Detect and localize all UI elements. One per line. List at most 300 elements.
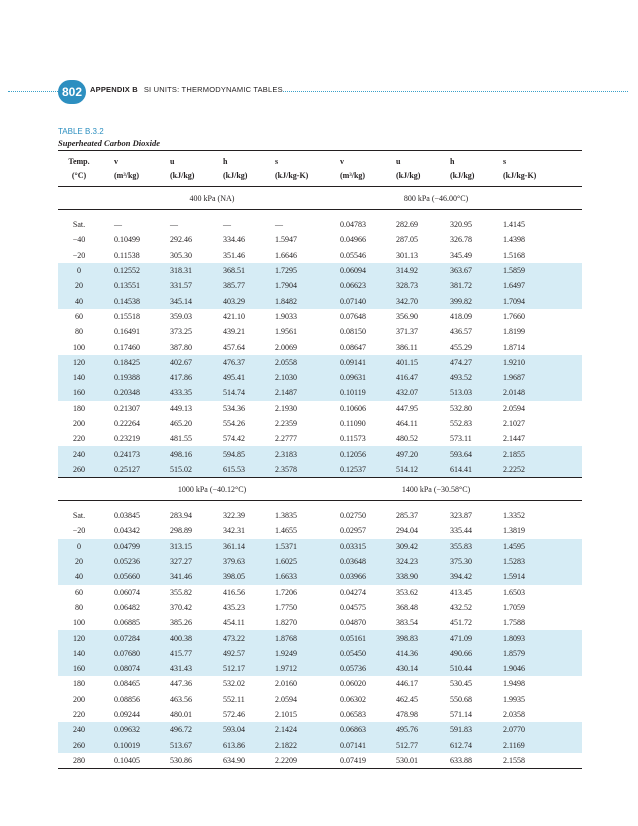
- table-row: [58, 615, 582, 630]
- value-cell: 345.49: [450, 250, 472, 260]
- value-cell: 481.55: [170, 434, 192, 444]
- column-header: (kJ/kg-K): [275, 168, 340, 187]
- table-row: [58, 293, 582, 308]
- temperature-cell: 260: [58, 738, 114, 753]
- value-cell: 474.27: [450, 355, 503, 370]
- value-cell: 0.08074: [114, 661, 170, 676]
- value-cell: 0.03845: [114, 511, 140, 521]
- value-cell: 2.1487: [275, 385, 340, 400]
- value-cell: 447.36: [170, 679, 192, 689]
- value-cell: 1.7904: [275, 278, 340, 293]
- value-cell: 2.1424: [275, 722, 340, 737]
- value-cell: 572.46: [223, 710, 245, 720]
- temperature-cell: 160: [58, 661, 114, 676]
- column-header: h: [223, 156, 228, 166]
- table-row: [58, 263, 582, 278]
- column-header: (kJ/kg): [396, 168, 450, 187]
- value-cell: 1.9033: [275, 311, 297, 321]
- value-cell: 318.31: [170, 263, 223, 278]
- temperature-cell: 0: [58, 539, 114, 554]
- value-cell: 0.08856: [114, 694, 140, 704]
- value-cell: 1.9687: [503, 370, 582, 385]
- pressure-spacer: [58, 187, 114, 210]
- value-cell: 0.10606: [340, 403, 366, 413]
- value-cell: 285.37: [396, 511, 418, 521]
- value-cell: 0.06583: [340, 710, 366, 720]
- table-row: [58, 554, 582, 569]
- value-cell: 379.63: [223, 554, 275, 569]
- header-rule-right: [283, 91, 628, 92]
- value-cell: 1.5168: [503, 250, 525, 260]
- column-header: s: [503, 156, 507, 166]
- value-cell: 633.88: [450, 753, 503, 769]
- value-cell: 0.03315: [340, 539, 396, 554]
- value-cell: 386.11: [396, 342, 418, 352]
- pressure-label-left: 400 kPa (NA): [114, 187, 340, 210]
- value-cell: 2.2252: [503, 462, 582, 478]
- value-cell: 0.18425: [114, 355, 170, 370]
- value-cell: 0.04342: [114, 526, 140, 536]
- value-cell: 331.57: [170, 278, 223, 293]
- value-cell: 2.1855: [503, 446, 582, 461]
- value-cell: 0.08465: [114, 679, 140, 689]
- value-cell: 342.31: [223, 526, 245, 536]
- value-cell: 314.92: [396, 263, 450, 278]
- table-row: [58, 431, 582, 446]
- value-cell: 1.3835: [275, 511, 297, 521]
- value-cell: 2.1822: [275, 738, 340, 753]
- temperature-cell: 220: [73, 434, 85, 444]
- value-cell: 1.8093: [503, 630, 582, 645]
- value-cell: 283.94: [170, 511, 192, 521]
- value-cell: 0.04966: [340, 235, 366, 245]
- temperature-cell: 120: [58, 630, 114, 645]
- value-cell: 513.03: [450, 385, 503, 400]
- value-cell: 1.8482: [275, 293, 340, 308]
- value-cell: 0.09631: [340, 370, 396, 385]
- value-cell: 402.67: [170, 355, 223, 370]
- value-cell: 373.25: [170, 327, 192, 337]
- value-cell: 0.10019: [114, 738, 170, 753]
- value-cell: 552.83: [450, 419, 472, 428]
- value-cell: 2.3578: [275, 462, 340, 478]
- value-cell: 399.82: [450, 293, 503, 308]
- value-cell: 510.44: [450, 661, 503, 676]
- value-cell: 334.46: [223, 235, 245, 245]
- value-cell: 462.45: [396, 694, 418, 704]
- column-header: (kJ/kg): [223, 168, 275, 187]
- value-cell: 497.20: [396, 446, 450, 461]
- value-cell: 0.04799: [114, 539, 170, 554]
- temperature-cell: 200: [73, 419, 85, 428]
- value-cell: 1.9498: [503, 679, 525, 689]
- value-cell: 573.11: [450, 434, 472, 444]
- value-cell: 0.16491: [114, 327, 140, 337]
- pressure-header-row: [58, 187, 582, 210]
- value-cell: 1.8579: [503, 646, 582, 661]
- value-cell: 417.86: [170, 370, 223, 385]
- value-cell: 534.36: [223, 403, 245, 413]
- value-cell: 2.2359: [275, 419, 297, 428]
- value-cell: 413.45: [450, 587, 472, 597]
- value-cell: 447.95: [396, 403, 418, 413]
- value-cell: 1.7094: [503, 293, 582, 308]
- value-cell: 0.05736: [340, 661, 396, 676]
- value-cell: 0.23219: [114, 434, 140, 444]
- table-row: [58, 676, 582, 691]
- temperature-cell: 60: [75, 587, 83, 597]
- value-cell: 383.54: [396, 618, 418, 628]
- temperature-cell: 280: [58, 753, 114, 769]
- table-title: Superheated Carbon Dioxide: [58, 138, 161, 148]
- value-cell: 432.52: [450, 602, 472, 612]
- table-row: [58, 370, 582, 385]
- table-row: [58, 232, 582, 247]
- pressure-label-right: 800 kPa (−46.00°C): [340, 187, 582, 210]
- table-row: [58, 585, 582, 600]
- value-cell: 0.03648: [340, 554, 396, 569]
- value-cell: 0.04274: [340, 587, 366, 597]
- spacer-row: [58, 210, 582, 218]
- value-cell: —: [223, 220, 231, 230]
- value-cell: 313.15: [170, 539, 223, 554]
- value-cell: 1.6633: [275, 569, 340, 584]
- column-header: (m³/kg): [114, 168, 170, 187]
- column-header: s: [275, 156, 279, 166]
- value-cell: 0.04575: [340, 602, 366, 612]
- column-header: u: [396, 156, 401, 166]
- table-row: [58, 401, 582, 416]
- value-cell: 2.0148: [503, 385, 582, 400]
- value-cell: 634.90: [223, 753, 275, 769]
- value-cell: 615.53: [223, 462, 275, 478]
- value-cell: 530.45: [450, 679, 472, 689]
- value-cell: 415.77: [170, 646, 223, 661]
- value-cell: 326.78: [450, 235, 472, 245]
- temperature-cell: −40: [72, 235, 86, 245]
- value-cell: 0.07141: [340, 738, 396, 753]
- value-cell: 0.10499: [114, 235, 140, 245]
- value-cell: 1.4145: [503, 220, 525, 230]
- value-cell: 465.20: [170, 419, 192, 428]
- value-cell: 1.9712: [275, 661, 340, 676]
- value-cell: 375.30: [450, 554, 503, 569]
- value-cell: 0.19388: [114, 370, 170, 385]
- value-cell: 0.04783: [340, 220, 366, 230]
- column-header-row: [58, 168, 582, 187]
- value-cell: 495.41: [223, 370, 275, 385]
- value-cell: 368.48: [396, 602, 418, 612]
- temperature-cell: 220: [73, 710, 85, 720]
- table-row: [58, 738, 582, 753]
- value-cell: 431.43: [170, 661, 223, 676]
- value-cell: 0.21307: [114, 403, 140, 413]
- value-cell: 363.67: [450, 263, 503, 278]
- value-cell: 614.41: [450, 462, 503, 478]
- value-cell: 495.76: [396, 722, 450, 737]
- value-cell: 1.5914: [503, 569, 582, 584]
- value-cell: 338.90: [396, 569, 450, 584]
- value-cell: 2.1930: [275, 403, 297, 413]
- value-cell: 512.77: [396, 738, 450, 753]
- column-header: (kJ/kg): [450, 168, 503, 187]
- section-label: SI UNITS: THERMODYNAMIC TABLES: [143, 85, 283, 94]
- value-cell: 455.29: [450, 342, 472, 352]
- value-cell: 292.46: [170, 235, 192, 245]
- value-cell: 463.56: [170, 694, 192, 704]
- value-cell: 593.04: [223, 722, 275, 737]
- table-row: [58, 630, 582, 645]
- temperature-cell: 180: [73, 403, 85, 413]
- value-cell: —: [114, 220, 122, 230]
- temperature-cell: 240: [58, 722, 114, 737]
- table-row: [58, 600, 582, 615]
- value-cell: 1.9249: [275, 646, 340, 661]
- value-cell: 416.56: [223, 587, 245, 597]
- value-cell: 418.09: [450, 311, 472, 321]
- value-cell: 356.90: [396, 311, 418, 321]
- value-cell: 1.7660: [503, 311, 525, 321]
- value-cell: 0.05161: [340, 630, 396, 645]
- value-cell: 323.87: [450, 511, 472, 521]
- value-cell: 0.06482: [114, 602, 140, 612]
- column-header: u: [170, 156, 175, 166]
- value-cell: 0.05236: [114, 554, 170, 569]
- header-rule-left: [8, 91, 58, 92]
- value-cell: 0.24173: [114, 446, 170, 461]
- value-cell: 1.8714: [503, 342, 525, 352]
- value-cell: 613.86: [223, 738, 275, 753]
- value-cell: 1.7588: [503, 618, 525, 628]
- table-row: [58, 523, 582, 538]
- value-cell: 0.09244: [114, 710, 140, 720]
- value-cell: 320.95: [450, 220, 472, 230]
- value-cell: 1.6646: [275, 250, 297, 260]
- value-cell: 492.57: [223, 646, 275, 661]
- table-row: [58, 722, 582, 737]
- column-header: (kJ/kg): [170, 168, 223, 187]
- table-row: [58, 661, 582, 676]
- value-cell: 2.1169: [503, 738, 582, 753]
- value-cell: 305.30: [170, 250, 192, 260]
- value-cell: 2.1015: [275, 710, 297, 720]
- value-cell: 530.01: [396, 753, 450, 769]
- value-cell: 2.0594: [503, 403, 525, 413]
- value-cell: 1.9935: [503, 694, 525, 704]
- value-cell: 1.7059: [503, 602, 525, 612]
- value-cell: 0.05546: [340, 250, 366, 260]
- table-row: [58, 508, 582, 523]
- value-cell: 594.85: [223, 446, 275, 461]
- page-header: [0, 78, 638, 106]
- value-cell: 0.06885: [114, 618, 140, 628]
- running-head: [90, 85, 283, 94]
- value-cell: 353.62: [396, 587, 418, 597]
- value-cell: 345.14: [170, 293, 223, 308]
- value-cell: 421.10: [223, 311, 245, 321]
- value-cell: 552.11: [223, 694, 245, 704]
- pressure-header-row: [58, 478, 582, 501]
- value-cell: 2.1027: [503, 419, 525, 428]
- value-cell: 591.83: [450, 722, 503, 737]
- value-cell: 0.06302: [340, 694, 366, 704]
- value-cell: 515.02: [170, 462, 223, 478]
- value-cell: 2.0770: [503, 722, 582, 737]
- value-cell: 550.68: [450, 694, 472, 704]
- value-cell: 2.1558: [503, 753, 582, 769]
- spacer-cell: [58, 210, 582, 218]
- value-cell: 0.09141: [340, 355, 396, 370]
- value-cell: 1.4655: [275, 526, 297, 536]
- value-cell: 0.07419: [340, 753, 396, 769]
- value-cell: 471.09: [450, 630, 503, 645]
- value-cell: 514.12: [396, 462, 450, 478]
- value-cell: 0.12552: [114, 263, 170, 278]
- value-cell: 2.0594: [275, 694, 297, 704]
- spacer-cell: [58, 501, 582, 509]
- value-cell: 430.14: [396, 661, 450, 676]
- value-cell: 309.42: [396, 539, 450, 554]
- temperature-cell: 40: [58, 293, 114, 308]
- value-cell: 381.72: [450, 278, 503, 293]
- temperature-cell: 260: [58, 462, 114, 478]
- temperature-cell: 20: [58, 278, 114, 293]
- column-header: v: [340, 156, 344, 166]
- value-cell: 1.8199: [503, 327, 525, 337]
- pressure-label-right: 1400 kPa (−30.58°C): [340, 478, 582, 501]
- value-cell: 439.21: [223, 327, 245, 337]
- temperature-cell: 80: [75, 602, 83, 612]
- value-cell: 298.89: [170, 526, 192, 536]
- value-cell: 0.02957: [340, 526, 366, 536]
- table-row: [58, 692, 582, 707]
- value-cell: 301.13: [396, 250, 418, 260]
- table-row: [58, 385, 582, 400]
- value-cell: 0.22264: [114, 419, 140, 428]
- value-cell: 446.17: [396, 679, 418, 689]
- value-cell: 571.14: [450, 710, 472, 720]
- table-row: [58, 324, 582, 339]
- value-cell: 416.47: [396, 370, 450, 385]
- column-header: (kJ/kg-K): [503, 168, 582, 187]
- value-cell: 493.52: [450, 370, 503, 385]
- table-row: [58, 217, 582, 232]
- value-cell: 400.38: [170, 630, 223, 645]
- value-cell: 1.9210: [503, 355, 582, 370]
- value-cell: 532.80: [450, 403, 472, 413]
- value-cell: 282.69: [396, 220, 418, 230]
- value-cell: 1.7206: [275, 587, 297, 597]
- value-cell: 0.07680: [114, 646, 170, 661]
- temperature-cell: 80: [75, 327, 83, 337]
- value-cell: 593.64: [450, 446, 503, 461]
- value-cell: 2.0358: [503, 710, 525, 720]
- value-cell: 2.2209: [275, 753, 340, 769]
- value-cell: 0.05660: [114, 569, 170, 584]
- table-row: [58, 707, 582, 722]
- table-row: [58, 539, 582, 554]
- temperature-cell: 60: [75, 311, 83, 321]
- value-cell: 0.13551: [114, 278, 170, 293]
- value-cell: 1.5371: [275, 539, 340, 554]
- value-cell: 0.07648: [340, 311, 366, 321]
- value-cell: 359.03: [170, 311, 192, 321]
- temperature-cell: Sat.: [72, 511, 86, 521]
- value-cell: 480.52: [396, 434, 418, 444]
- temperature-cell: 120: [58, 355, 114, 370]
- value-cell: 328.73: [396, 278, 450, 293]
- temperature-cell: −20: [72, 526, 86, 536]
- temperature-cell: 100: [73, 342, 85, 352]
- table-row: [58, 339, 582, 354]
- table-label: TABLE B.3.2: [58, 127, 104, 136]
- column-header-row: [58, 151, 582, 168]
- superheated-co2-table: [58, 150, 582, 769]
- value-cell: 0.07140: [340, 293, 396, 308]
- temperature-cell: 240: [58, 446, 114, 461]
- value-cell: 0.11573: [340, 434, 366, 444]
- temperature-cell: 40: [58, 569, 114, 584]
- value-cell: 480.01: [170, 710, 192, 720]
- value-cell: 324.23: [396, 554, 450, 569]
- value-cell: 554.26: [223, 419, 245, 428]
- value-cell: 2.2777: [275, 434, 297, 444]
- temperature-cell: 180: [73, 679, 85, 689]
- pressure-label-left: 1000 kPa (−40.12°C): [114, 478, 340, 501]
- value-cell: 385.26: [170, 618, 192, 628]
- value-cell: 0.14538: [114, 293, 170, 308]
- value-cell: 496.72: [170, 722, 223, 737]
- page-number-badge: 802: [58, 80, 86, 104]
- column-header: (°C): [58, 168, 114, 187]
- value-cell: 0.10405: [114, 753, 170, 769]
- value-cell: 1.5859: [503, 263, 582, 278]
- value-cell: 401.15: [396, 355, 450, 370]
- value-cell: 1.7295: [275, 263, 340, 278]
- table-row: [58, 416, 582, 431]
- value-cell: 433.35: [170, 385, 223, 400]
- value-cell: 0.06074: [114, 587, 140, 597]
- column-header: Temp.: [68, 156, 90, 166]
- value-cell: 1.5283: [503, 554, 582, 569]
- value-cell: 1.5947: [275, 235, 297, 245]
- value-cell: 0.06020: [340, 679, 366, 689]
- value-cell: 0.25127: [114, 462, 170, 478]
- value-cell: 514.74: [223, 385, 275, 400]
- table-row: [58, 462, 582, 478]
- temperature-cell: 0: [58, 263, 114, 278]
- table-row: [58, 446, 582, 461]
- value-cell: 435.23: [223, 602, 245, 612]
- value-cell: 1.6503: [503, 587, 525, 597]
- value-cell: 2.0160: [275, 679, 297, 689]
- value-cell: 0.04870: [340, 618, 366, 628]
- value-cell: 0.08150: [340, 327, 366, 337]
- column-header: (m³/kg): [340, 168, 396, 187]
- value-cell: 355.82: [170, 587, 192, 597]
- value-cell: 0.11090: [340, 419, 366, 428]
- value-cell: —: [275, 220, 283, 230]
- temperature-cell: 160: [58, 385, 114, 400]
- value-cell: 612.74: [450, 738, 503, 753]
- value-cell: 394.42: [450, 569, 503, 584]
- value-cell: 294.04: [396, 526, 418, 536]
- value-cell: 0.07284: [114, 630, 170, 645]
- value-cell: 1.3819: [503, 526, 525, 536]
- value-cell: 1.8270: [275, 618, 297, 628]
- value-cell: 0.03966: [340, 569, 396, 584]
- value-cell: 457.64: [223, 342, 245, 352]
